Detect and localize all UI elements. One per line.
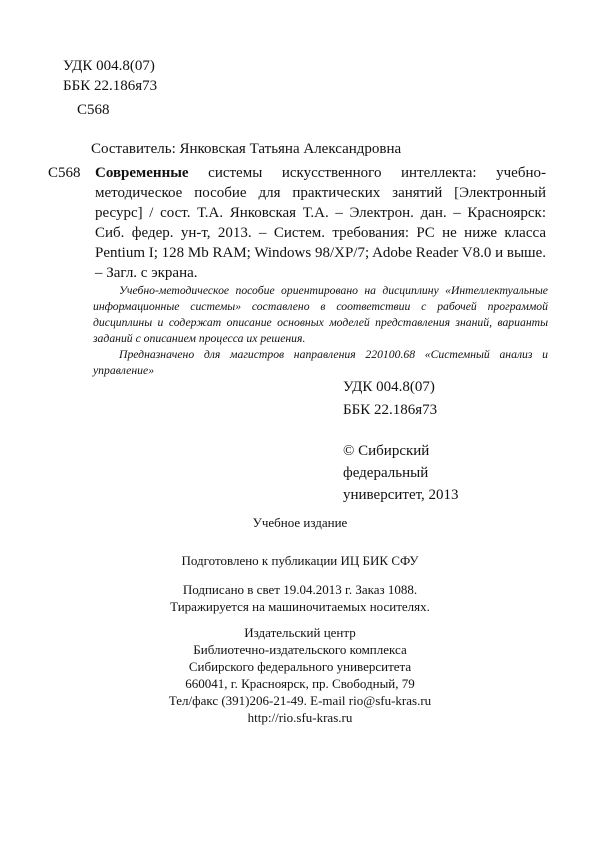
annotation-paragraph: Предназначено для магистров направления 220100.68 «Системный анализ и управление»	[93, 348, 548, 377]
signed-line: Подписано в свет 19.04.2013 г. Заказ 1088.	[182, 582, 418, 597]
bibliographic-description	[95, 163, 546, 283]
copyright-line: федеральный	[343, 465, 429, 481]
edition-type: Учебное издание	[252, 515, 348, 530]
udk-code: УДК 004.8(07)	[63, 58, 155, 74]
publisher-contacts: Тел/факс (391)206-21-49. E-mail rio@sfu-kras.ru	[168, 693, 432, 708]
annotation	[93, 283, 548, 379]
copyright-block	[343, 440, 459, 506]
description-text: системы искусственного интеллекта: учебно-методическое пособие для практических занятий [Электронный ресурс] / сост. Т.А. Янковская Т.А. – Электрон. дан. – Красноярск: Сиб. федер. ун-т, 2013. – Систем. требования: PC не ниже класса Pentium I; 128 Mb RAM; Windows 98/XP/7; Adobe Reader V8.0 и выше. – Загл. с экрана.	[95, 165, 546, 281]
right-classification-codes	[343, 377, 437, 420]
publisher-line: Сибирского федерального университета	[188, 659, 412, 674]
prepared-line: Подготовлено к публикации ИЦ БИК СФУ	[181, 553, 419, 568]
publisher-line: Библиотечно-издательского комплекса	[193, 642, 407, 657]
imprint-block	[0, 581, 600, 615]
author-mark: С568	[77, 102, 110, 118]
annotation-paragraph: Учебно-методическое пособие ориентировано на дисциплину «Интеллектуальные информационные системы» составлено в соответствии с рабочей программой дисциплины и содержат описание основных моделей представления знаний, варианты заданий с описанием процесса их решения.	[93, 284, 548, 345]
copyright-line: © Сибирский	[343, 443, 430, 459]
header-classification-codes	[63, 56, 157, 120]
publisher-block	[0, 624, 600, 726]
bbk-code: ББК 22.186я73	[63, 78, 158, 94]
copyright-line: университет, 2013	[343, 487, 459, 503]
compiler-line: Составитель: Янковская Татьяна Александровна	[91, 141, 402, 157]
bbk-code: ББК 22.186я73	[343, 402, 438, 418]
udk-code: УДК 004.8(07)	[343, 379, 435, 395]
publisher-line: Издательский центр	[244, 625, 356, 640]
replicated-line: Тиражируется на машиночитаемых носителях.	[170, 599, 430, 614]
title-bold: Современные	[95, 165, 189, 181]
bibliographic-record	[48, 163, 546, 281]
publisher-address: 660041, г. Красноярск, пр. Свободный, 79	[185, 676, 415, 691]
bibliographic-code: С568	[48, 165, 81, 181]
publisher-url[interactable]: http://rio.sfu-kras.ru	[247, 710, 353, 725]
